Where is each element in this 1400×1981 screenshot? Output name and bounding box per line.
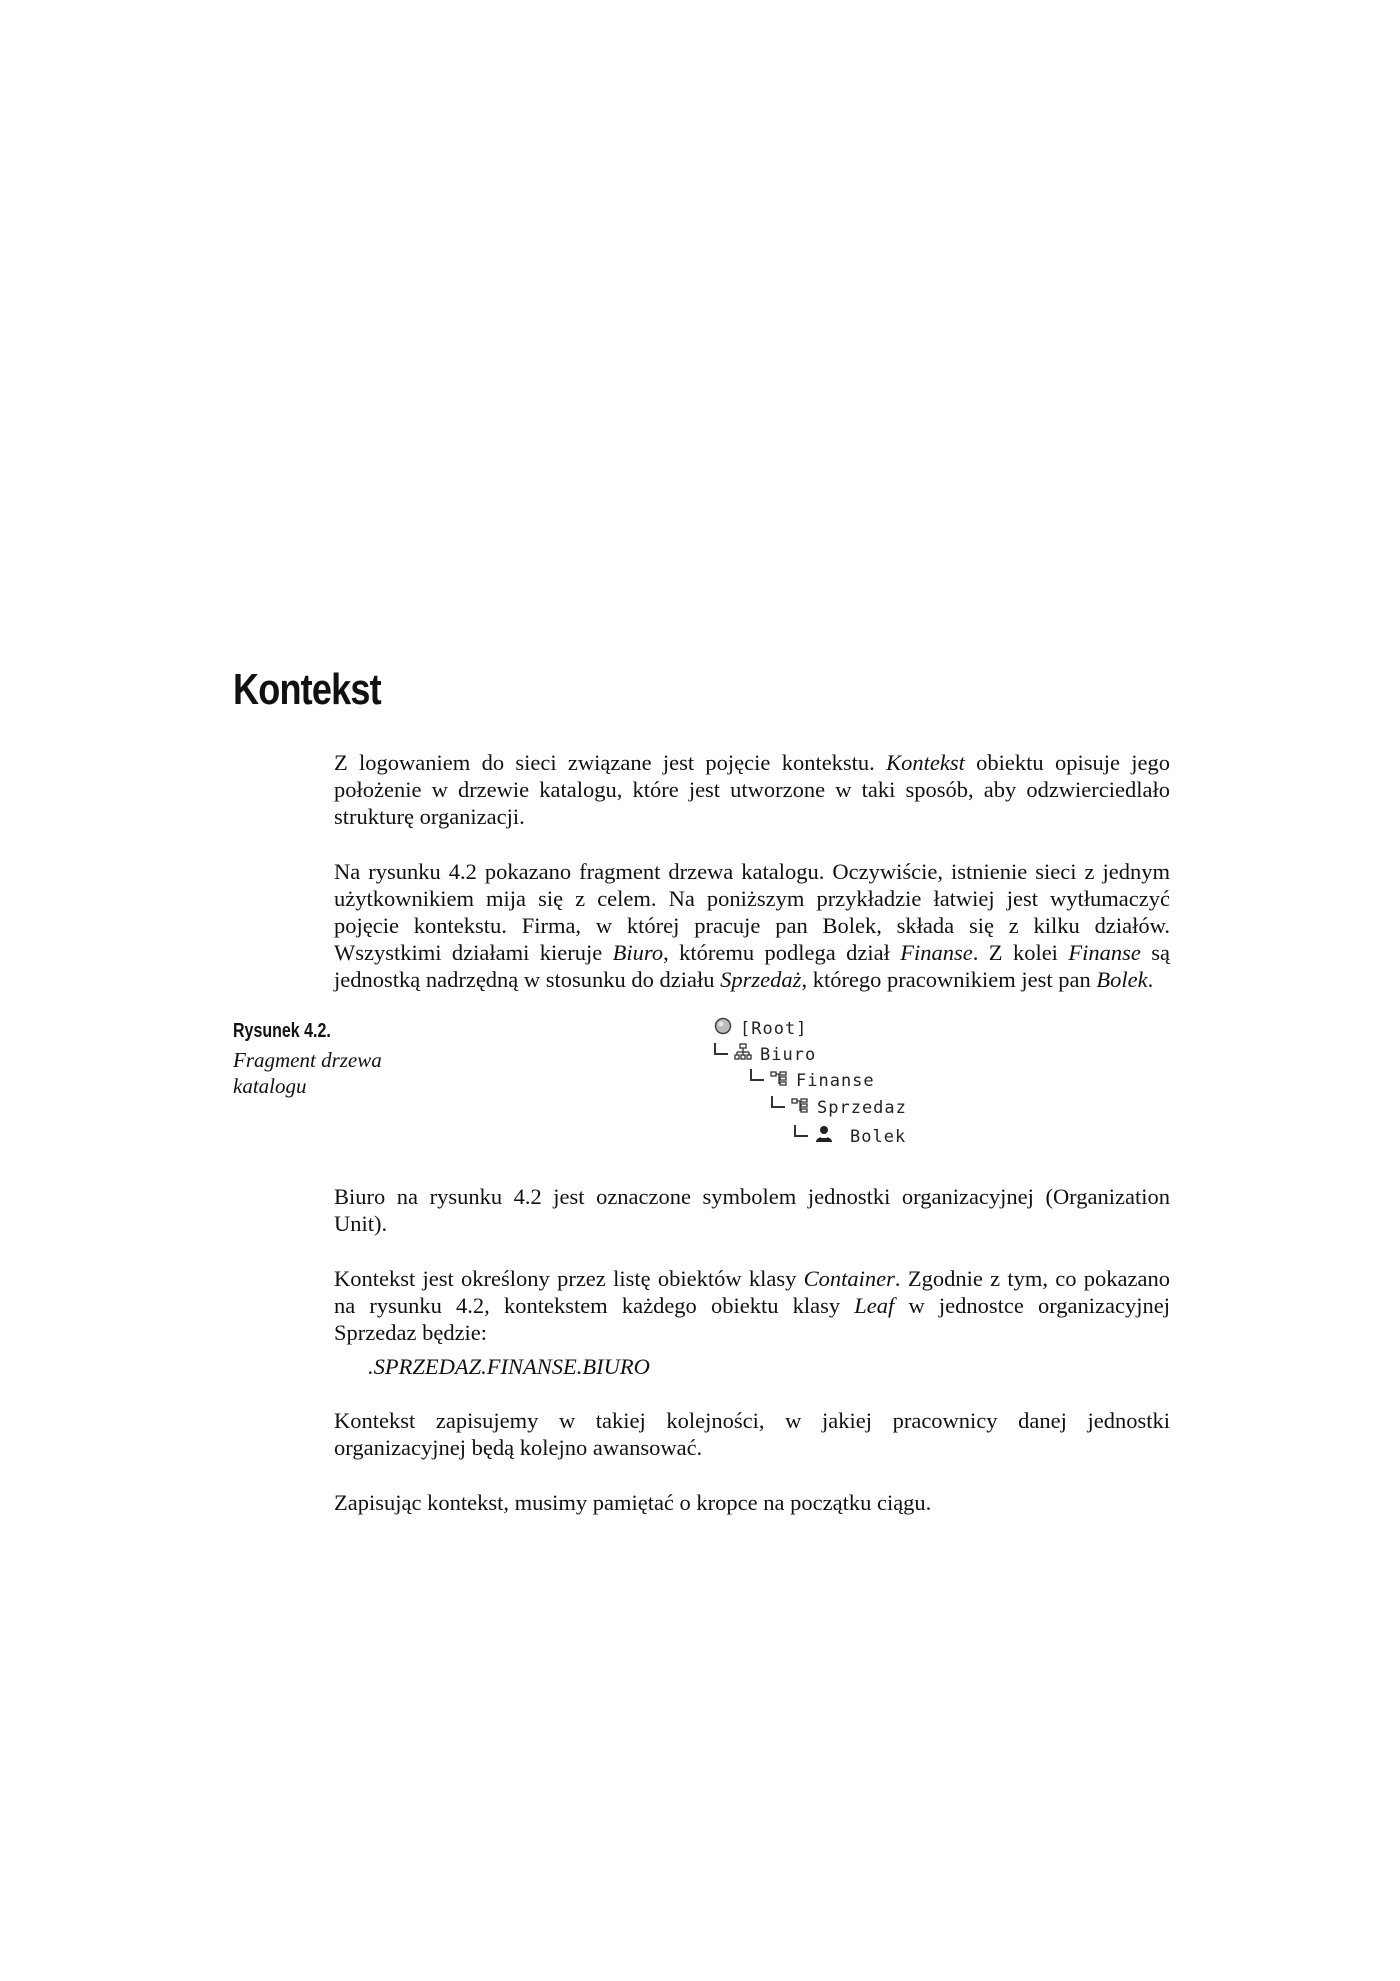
tree-node-sprzedaz: Sprzedaz bbox=[771, 1096, 907, 1118]
paragraph-context-order: Kontekst zapisujemy w takiej kolejności, w jakiej pracownicy danej jednostki organizacyjnej będą kolejno awansować. bbox=[334, 1408, 1170, 1460]
context-example: .SPRZEDAZ.FINANSE.BIURO bbox=[368, 1354, 650, 1379]
paragraph-context-definition: Kontekst jest określony przez listę obiektów klasy Container. Zgodnie z tym, co pokazano na rysunku 4.2, kontekstem każdego obiektu klasy Leaf w jednostce organizacyjnej Sprzedaz będzie: bbox=[334, 1266, 1171, 1345]
tree-node-bolek: Bolek bbox=[794, 1125, 906, 1147]
paragraph-biuro-symbol: Biuro na rysunku 4.2 jest oznaczone symbolem jednostki organizacyjnej (Organization Unit). bbox=[334, 1184, 1170, 1236]
globe-icon bbox=[714, 1017, 732, 1041]
tree-node-finanse: Finanse bbox=[750, 1069, 875, 1091]
user-icon bbox=[814, 1125, 834, 1149]
tree-connector bbox=[714, 1043, 728, 1055]
paragraph-leading-dot: Zapisując kontekst, musimy pamiętać o kropce na początku ciągu. bbox=[334, 1490, 932, 1515]
tree-connector bbox=[750, 1069, 764, 1081]
tree-connector bbox=[771, 1096, 785, 1108]
organization-icon bbox=[734, 1043, 752, 1067]
org-unit-icon bbox=[791, 1096, 809, 1120]
figure-label: Rysunek 4.2. bbox=[233, 1020, 331, 1042]
org-unit-icon bbox=[770, 1069, 788, 1093]
tree-node-biuro: Biuro bbox=[714, 1043, 816, 1065]
tree-connector bbox=[794, 1125, 808, 1137]
paragraph-intro: Z logowaniem do sieci związane jest pojęcie kontekstu. Kontekst obiektu opisuje jego położenie w drzewie katalogu, które jest utworzone w taki sposób, aby odzwierciedlało strukturę organizacji. bbox=[334, 750, 1170, 829]
figure-caption: Fragment drzewa katalogu bbox=[233, 1048, 382, 1098]
section-title: Kontekst bbox=[233, 665, 381, 714]
tree-node-root: [Root] bbox=[714, 1017, 807, 1039]
paragraph-example: Na rysunku 4.2 pokazano fragment drzewa katalogu. Oczywiście, istnienie sieci z jednym użytkownikiem mija się z celem. Na poniższym przykładzie łatwiej jest wytłumaczyć pojęcie kontekstu. Firma, w której pracuje pan Bolek, składa się z kilku działów. Wszystkimi działami kieruje Biuro, któremu podlega dział Finanse. Z kolei Finanse są jednostką nadrzędną w stosunku do działu Sprzedaż, którego pracownikiem jest pan Bolek. bbox=[334, 859, 1170, 992]
